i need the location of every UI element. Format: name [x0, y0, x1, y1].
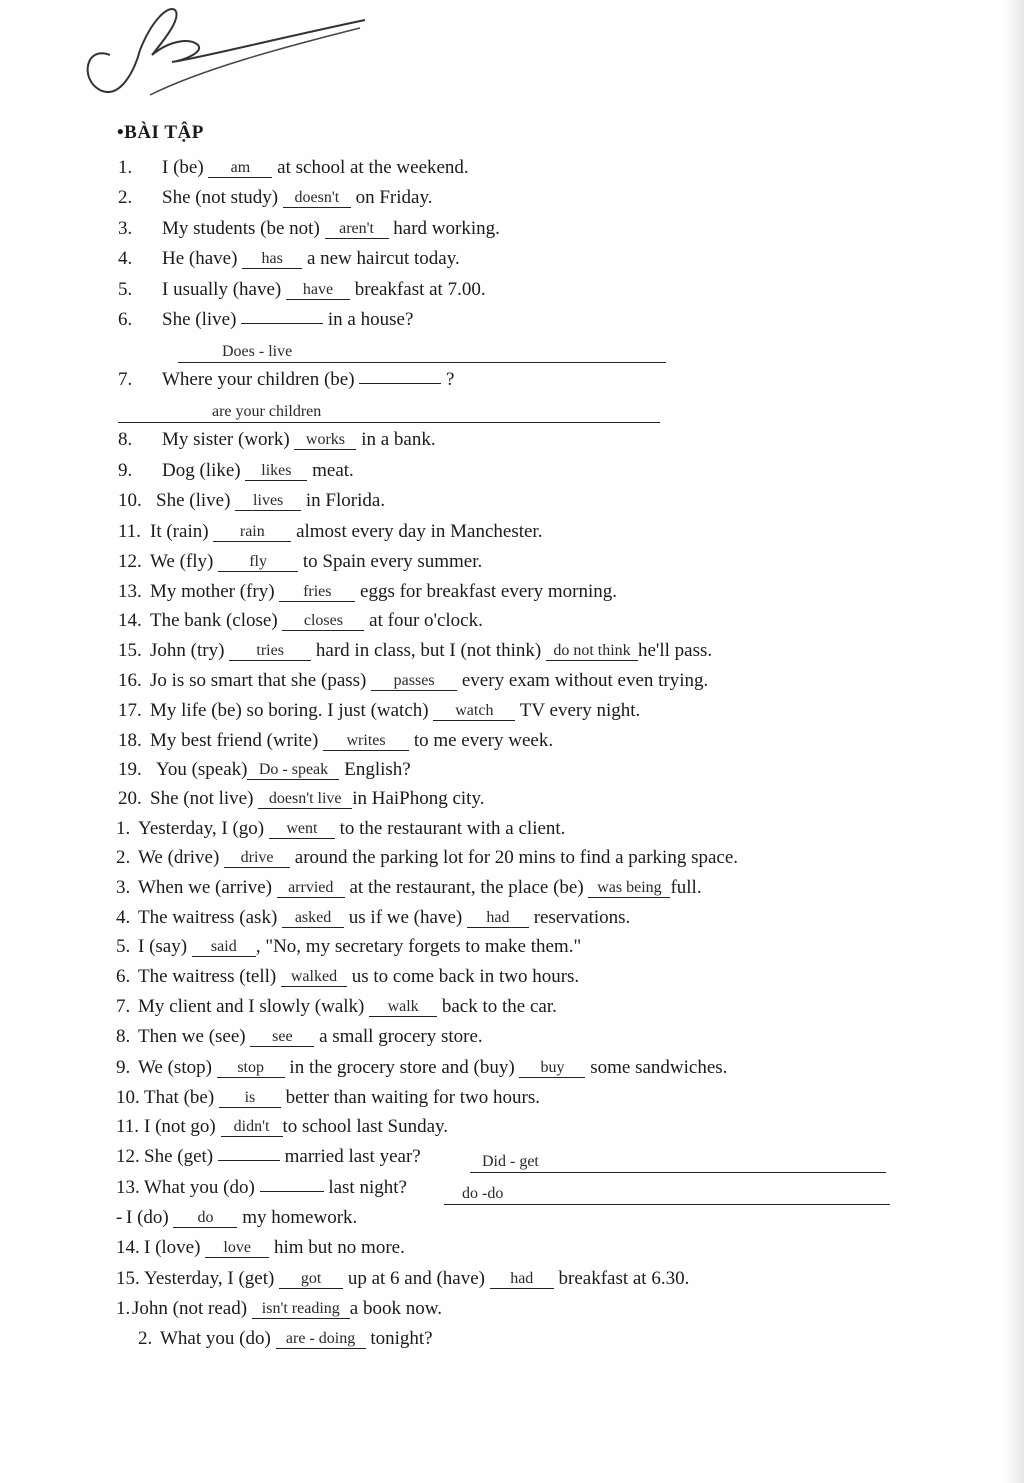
long-answer: Did - get — [482, 1153, 539, 1170]
long-answer-line — [178, 342, 666, 363]
item-number: 12. — [116, 1146, 140, 1167]
exercise-text: Yesterday, I (get) got up at 6 and (have) had breakfast at 6.30. — [144, 1268, 690, 1289]
answer-blank: walked — [281, 967, 347, 987]
exercise-text: John (try) tries hard in class, but I (not think) do not think he'll pass. — [150, 640, 713, 661]
answer-blank: was being — [588, 878, 670, 898]
answer-blank: didn't — [221, 1117, 283, 1137]
exercise-text: My life (be) so boring. I just (watch) watch TV every night. — [150, 700, 641, 721]
answer-blank: tries — [229, 641, 311, 661]
exercise-text: She (live) in a house? — [162, 309, 414, 330]
answer-blank — [218, 1160, 280, 1161]
answer-blank: writes — [323, 731, 409, 751]
item-number: - — [116, 1207, 123, 1228]
exercise-text: She (not live) doesn't live in HaiPhong city. — [150, 788, 485, 809]
exercise-text: He (have) has a new haircut today. — [162, 248, 460, 269]
answer-blank: doesn't — [283, 188, 351, 208]
exercise-text: We (fly) fly to Spain every summer. — [150, 551, 483, 572]
exercise-text: I (say) said , "No, my secretary forgets to make them." — [138, 936, 582, 957]
long-answer: Does - live — [222, 343, 293, 360]
item-number: 19. — [118, 759, 142, 780]
exercise-text: When we (arrive) arrvied at the restaurant, the place (be) was being full. — [138, 877, 702, 898]
answer-blank: has — [242, 249, 302, 269]
item-number: 3. — [118, 218, 133, 239]
answer-blank: fries — [279, 582, 355, 602]
exercise-text: My client and I slowly (walk) walk back to the car. — [138, 996, 557, 1017]
exercise-text: We (drive) drive around the parking lot for 20 mins to find a parking space. — [138, 847, 739, 868]
answer-blank: buy — [519, 1058, 585, 1078]
item-number: 12. — [118, 551, 142, 572]
item-number: 14. — [118, 610, 142, 631]
item-number: 9. — [116, 1057, 131, 1078]
answer-blank: lives — [235, 491, 301, 511]
item-number: 5. — [118, 279, 133, 300]
long-answer-line — [118, 402, 660, 423]
answer-blank: went — [269, 819, 335, 839]
item-number: 16. — [118, 670, 142, 691]
answer-blank: closes — [282, 611, 364, 631]
item-number: 2. — [118, 187, 133, 208]
exercise-text: I usually (have) have breakfast at 7.00. — [162, 279, 486, 300]
exercise-text: The waitress (ask) asked us if we (have) had reservations. — [138, 907, 631, 928]
item-number: 1. — [116, 1298, 131, 1319]
exercise-text: What you (do) last night? — [144, 1177, 407, 1198]
answer-blank: rain — [213, 522, 291, 542]
answer-blank: do — [173, 1208, 237, 1228]
exercise-text: My sister (work) works in a bank. — [162, 429, 436, 450]
signature — [80, 0, 370, 110]
exercise-text: My best friend (write) writes to me every week. — [150, 730, 554, 751]
exercise-text: Yesterday, I (go) went to the restaurant with a client. — [138, 818, 566, 839]
item-number: 15. — [116, 1268, 140, 1289]
exercise-text: The waitress (tell) walked us to come back in two hours. — [138, 966, 580, 987]
answer-blank — [241, 323, 323, 324]
exercise-text: My students (be not) aren't hard working. — [162, 218, 500, 239]
item-number: 7. — [116, 996, 131, 1017]
item-number: 1. — [116, 818, 131, 839]
answer-blank: doesn't live — [258, 789, 352, 809]
item-number: 7. — [118, 369, 133, 390]
answer-blank: walk — [369, 997, 437, 1017]
item-number: 8. — [116, 1026, 131, 1047]
answer-blank: had — [490, 1269, 554, 1289]
item-number: 14. — [116, 1237, 140, 1258]
answer-blank: likes — [245, 461, 307, 481]
answer-blank: stop — [217, 1058, 285, 1078]
item-number: 6. — [116, 966, 131, 987]
answer-blank: see — [250, 1027, 314, 1047]
answer-blank — [260, 1191, 324, 1192]
answer-blank: asked — [282, 908, 344, 928]
exercise-text: Where your children (be) ? — [162, 369, 455, 390]
exercise-text: You (speak) Do - speak English? — [156, 759, 411, 780]
exercise-text: Dog (like) likes meat. — [162, 460, 354, 481]
answer-blank: got — [279, 1269, 343, 1289]
answer-blank: aren't — [325, 219, 389, 239]
exercise-text: I (be) am at school at the weekend. — [162, 157, 469, 178]
answer-blank: isn't reading — [252, 1299, 350, 1319]
answer-blank: passes — [371, 671, 457, 691]
answer-blank: arrvied — [277, 878, 345, 898]
long-answer-line — [470, 1152, 886, 1173]
item-number: 4. — [116, 907, 131, 928]
item-number: 18. — [118, 730, 142, 751]
answer-blank: is — [219, 1088, 281, 1108]
exercise-text: Then we (see) see a small grocery store. — [138, 1026, 483, 1047]
section-heading: •BÀI TẬP — [117, 122, 204, 143]
exercise-text: It (rain) rain almost every day in Manchester. — [150, 521, 543, 542]
answer-blank: are - doing — [276, 1329, 366, 1349]
answer-blank: watch — [433, 701, 515, 721]
exercise-text: My mother (fry) fries eggs for breakfast every morning. — [150, 581, 617, 602]
exercise-text: We (stop) stop in the grocery store and (buy) buy some sandwiches. — [138, 1057, 728, 1078]
item-number: 10. — [116, 1087, 140, 1108]
long-answer-line — [444, 1184, 890, 1205]
long-answer: do -do — [462, 1185, 504, 1202]
exercise-text: I (not go) didn't to school last Sunday. — [144, 1116, 449, 1137]
exercise-text: That (be) is better than waiting for two hours. — [144, 1087, 540, 1108]
exercise-text: I (love) love him but no more. — [144, 1237, 405, 1258]
item-number: 11. — [118, 521, 142, 542]
item-number: 9. — [118, 460, 133, 481]
item-number: 4. — [118, 248, 133, 269]
answer-blank: do not think — [546, 641, 638, 661]
item-number: 5. — [116, 936, 131, 957]
exercise-text: Jo is so smart that she (pass) passes every exam without even trying. — [150, 670, 709, 691]
answer-blank: had — [467, 908, 529, 928]
item-number: 11. — [116, 1116, 140, 1137]
item-number: 8. — [118, 429, 133, 450]
item-number: 10. — [118, 490, 142, 511]
exercise-text: What you (do) are - doing tonight? — [160, 1328, 433, 1349]
item-number: 6. — [118, 309, 133, 330]
answer-blank: said — [192, 937, 256, 957]
item-number: 3. — [116, 877, 131, 898]
exercise-text: John (not read) isn't reading a book now. — [132, 1298, 442, 1319]
answer-blank — [359, 383, 441, 384]
answer-blank: love — [205, 1238, 269, 1258]
exercise-text: She (not study) doesn't on Friday. — [162, 187, 433, 208]
item-number: 2. — [116, 847, 131, 868]
answer-blank: drive — [224, 848, 290, 868]
long-answer: are your children — [212, 403, 322, 420]
item-number: 2. — [138, 1328, 153, 1349]
answer-blank: fly — [218, 552, 298, 572]
item-number: 20. — [118, 788, 142, 809]
answer-blank: have — [286, 280, 350, 300]
answer-blank: Do - speak — [247, 760, 339, 780]
item-number: 13. — [118, 581, 142, 602]
item-number: 17. — [118, 700, 142, 721]
answer-blank: works — [294, 430, 356, 450]
exercise-text: She (get) married last year? — [144, 1146, 421, 1167]
exercise-text: The bank (close) closes at four o'clock. — [150, 610, 483, 631]
exercise-text: I (do) do my homework. — [126, 1207, 358, 1228]
page-edge-shadow — [1002, 0, 1024, 1483]
exercise-text: She (live) lives in Florida. — [156, 490, 386, 511]
answer-blank: am — [208, 158, 272, 178]
item-number: 1. — [118, 157, 133, 178]
item-number: 15. — [118, 640, 142, 661]
item-number: 13. — [116, 1177, 140, 1198]
